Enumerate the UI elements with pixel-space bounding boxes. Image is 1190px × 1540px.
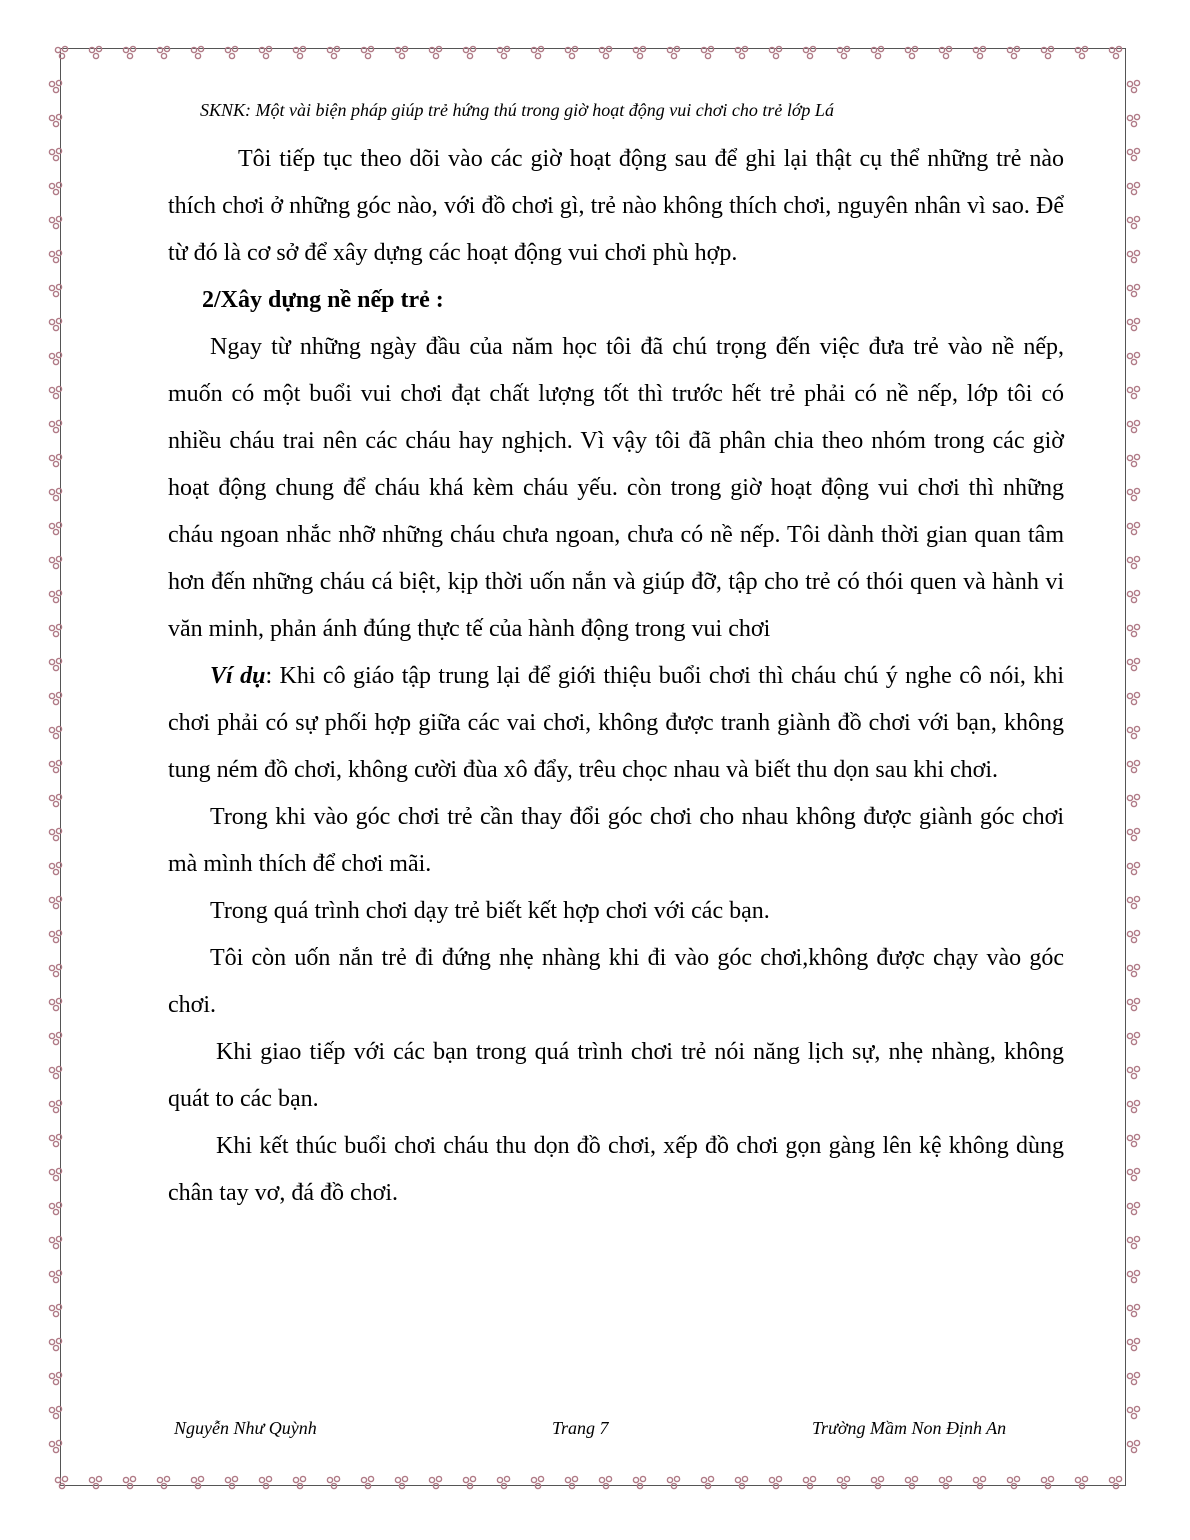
ornament-dot-cluster bbox=[49, 1134, 61, 1146]
ornament-dot-cluster bbox=[49, 896, 61, 908]
ornament-dot-cluster bbox=[735, 1476, 747, 1488]
ornament-dot-cluster bbox=[1127, 1236, 1139, 1248]
paragraph-5: Tôi còn uốn nắn trẻ đi đứng nhẹ nhàng khi đi vào góc chơi,không được chạy vào góc chơi. bbox=[168, 945, 1064, 1018]
ornament-dot-cluster bbox=[1007, 1476, 1019, 1488]
ornament-dot-cluster bbox=[1127, 250, 1139, 262]
paragraph-3: Trong khi vào góc chơi trẻ cần thay đổi góc chơi cho nhau không được giành góc chơi mà mình thích để chơi mãi. bbox=[168, 804, 1064, 877]
ornament-dot-cluster bbox=[1075, 46, 1087, 58]
ornament-dot-cluster bbox=[157, 46, 169, 58]
ornament-dot-cluster bbox=[531, 46, 543, 58]
ornament-dot-cluster bbox=[667, 1476, 679, 1488]
section-heading: 2/Xây dựng nề nếp trẻ : bbox=[202, 287, 444, 313]
ornament-dot-cluster bbox=[565, 46, 577, 58]
ornament-dot-cluster bbox=[1127, 284, 1139, 296]
ornament-dot-cluster bbox=[497, 1476, 509, 1488]
example-text: : Khi cô giáo tập trung lại để giới thiệu buổi chơi thì cháu chú ý nghe cô nói, khi chơi phải có sự phối hợp giữa các vai chơi, không được tranh giành đồ chơi với bạn, không tung ném đồ chơi, không cười đùa xô đẩy, trêu chọc nhau và biết thu dọn sau khi chơi. bbox=[168, 663, 1065, 783]
ornament-dot-cluster bbox=[49, 624, 61, 636]
ornament-dot-cluster bbox=[837, 46, 849, 58]
ornament-dot-cluster bbox=[49, 1066, 61, 1078]
ornament-dot-cluster bbox=[1075, 1476, 1087, 1488]
ornament-dot-cluster bbox=[599, 1476, 611, 1488]
ornament-dot-cluster bbox=[701, 1476, 713, 1488]
ornament-dot-cluster bbox=[429, 1476, 441, 1488]
ornament-dot-cluster bbox=[49, 284, 61, 296]
ornament-dot-cluster bbox=[1127, 998, 1139, 1010]
paragraph-1: Tôi tiếp tục theo dõi vào các giờ hoạt động sau để ghi lại thật cụ thể những trẻ nào thích chơi ở những góc nào, với đồ chơi gì, trẻ nào không thích chơi, nguyên nhân vì sao. Để từ đó là cơ sở để xây dựng các hoạt động vui chơi phù hợp. bbox=[168, 146, 1064, 266]
ornament-dot-cluster bbox=[667, 46, 679, 58]
ornament-dot-cluster bbox=[973, 1476, 985, 1488]
ornament-dot-cluster bbox=[1041, 46, 1053, 58]
ornament-dot-cluster bbox=[1127, 1032, 1139, 1044]
ornament-dot-cluster bbox=[49, 1372, 61, 1384]
ornament-dot-cluster bbox=[49, 760, 61, 772]
ornament-dot-cluster bbox=[49, 658, 61, 670]
ornament-dot-cluster bbox=[259, 46, 271, 58]
ornament-dot-cluster bbox=[803, 46, 815, 58]
ornament-dot-cluster bbox=[769, 1476, 781, 1488]
ornament-dot-cluster bbox=[49, 1202, 61, 1214]
ornament-dot-cluster bbox=[1127, 148, 1139, 160]
ornament-dot-cluster bbox=[49, 318, 61, 330]
ornament-dot-cluster bbox=[49, 216, 61, 228]
ornament-dot-cluster bbox=[49, 828, 61, 840]
ornament-dot-cluster bbox=[49, 1406, 61, 1418]
ornament-dot-cluster bbox=[1127, 794, 1139, 806]
ornament-dot-cluster bbox=[1127, 1202, 1139, 1214]
ornament-dot-cluster bbox=[361, 46, 373, 58]
ornament-dot-cluster bbox=[1127, 1134, 1139, 1146]
ornament-dot-cluster bbox=[49, 1270, 61, 1282]
ornament-dot-cluster bbox=[49, 1440, 61, 1452]
ornament-dot-cluster bbox=[49, 114, 61, 126]
ornament-dot-cluster bbox=[49, 488, 61, 500]
page-header: SKNK: Một vài biện pháp giúp trẻ hứng thú trong giờ hoạt động vui chơi cho trẻ lớp Lá bbox=[200, 100, 834, 120]
example-label: Ví dụ bbox=[210, 663, 266, 689]
ornament-dot-cluster bbox=[1127, 114, 1139, 126]
ornament-dot-cluster bbox=[871, 1476, 883, 1488]
ornament-dot-cluster bbox=[905, 46, 917, 58]
ornament-dot-cluster bbox=[49, 964, 61, 976]
ornament-dot-cluster bbox=[49, 862, 61, 874]
ornament-dot-cluster bbox=[49, 930, 61, 942]
ornament-dot-cluster bbox=[395, 1476, 407, 1488]
ornament-dot-cluster bbox=[361, 1476, 373, 1488]
ornament-dot-cluster bbox=[49, 556, 61, 568]
ornament-dot-cluster bbox=[735, 46, 747, 58]
ornament-dot-cluster bbox=[1127, 760, 1139, 772]
ornament-dot-cluster bbox=[1127, 80, 1139, 92]
ornament-dot-cluster bbox=[55, 46, 67, 58]
ornament-dot-cluster bbox=[49, 1304, 61, 1316]
ornament-dot-cluster bbox=[1127, 522, 1139, 534]
ornament-dot-cluster bbox=[497, 46, 509, 58]
document-body bbox=[168, 136, 1064, 1217]
ornament-dot-cluster bbox=[701, 46, 713, 58]
ornament-dot-cluster bbox=[49, 1100, 61, 1112]
ornament-dot-cluster bbox=[769, 46, 781, 58]
ornament-dot-cluster bbox=[89, 46, 101, 58]
paragraph-6: Khi giao tiếp với các bạn trong quá trình chơi trẻ nói năng lịch sự, nhẹ nhàng, không quát to các bạn. bbox=[168, 1039, 1064, 1112]
ornament-dot-cluster bbox=[49, 148, 61, 160]
ornament-dot-cluster bbox=[191, 46, 203, 58]
ornament-dot-cluster bbox=[1127, 1270, 1139, 1282]
ornament-dot-cluster bbox=[1127, 1338, 1139, 1350]
ornament-dot-cluster bbox=[939, 1476, 951, 1488]
paragraph-2: Ngay từ những ngày đầu của năm học tôi đã chú trọng đến việc đưa trẻ vào nề nếp, muốn có một buổi vui chơi đạt chất lượng tốt thì trước hết trẻ phải có nề nếp, lớp tôi có nhiều cháu trai nên các cháu hay nghịch. Vì vậy tôi đã phân chia theo nhóm trong các giờ hoạt động chung để cháu khá kèm cháu yếu. còn trong giờ hoạt động vui chơi thì những cháu ngoan nhắc nhỡ những cháu chưa ngoan, chưa có nề nếp. Tôi dành thời gian quan tâm hơn đến những cháu cá biệt, kịp thời uốn nắn và giúp đỡ, tập cho trẻ có thói quen và hành vi văn minh, phản ánh đúng thực tế của hành động trong vui chơi bbox=[168, 334, 1064, 642]
ornament-dot-cluster bbox=[327, 1476, 339, 1488]
ornament-dot-cluster bbox=[49, 80, 61, 92]
ornament-dot-cluster bbox=[1127, 182, 1139, 194]
ornament-dot-cluster bbox=[1127, 318, 1139, 330]
ornament-dot-cluster bbox=[1127, 658, 1139, 670]
ornament-dot-cluster bbox=[1127, 420, 1139, 432]
footer-school: Trường Mầm Non Định An bbox=[812, 1418, 1007, 1438]
ornament-dot-cluster bbox=[49, 1032, 61, 1044]
ornament-dot-cluster bbox=[1127, 352, 1139, 364]
ornament-dot-cluster bbox=[89, 1476, 101, 1488]
ornament-dot-cluster bbox=[1127, 1372, 1139, 1384]
ornament-dot-cluster bbox=[123, 1476, 135, 1488]
ornament-dot-cluster bbox=[1127, 624, 1139, 636]
ornament-dot-cluster bbox=[49, 420, 61, 432]
ornament-dot-cluster bbox=[49, 726, 61, 738]
ornament-dot-cluster bbox=[1127, 454, 1139, 466]
ornament-dot-cluster bbox=[49, 1338, 61, 1350]
ornament-dot-cluster bbox=[1127, 590, 1139, 602]
ornament-dot-cluster bbox=[1007, 46, 1019, 58]
ornament-dot-cluster bbox=[837, 1476, 849, 1488]
footer-author: Nguyễn Như Quỳnh bbox=[174, 1418, 317, 1438]
ornament-dot-cluster bbox=[429, 46, 441, 58]
ornament-dot-cluster bbox=[633, 46, 645, 58]
ornament-dot-cluster bbox=[633, 1476, 645, 1488]
ornament-dot-cluster bbox=[49, 454, 61, 466]
ornament-dot-cluster bbox=[1127, 1066, 1139, 1078]
ornament-dot-cluster bbox=[293, 1476, 305, 1488]
ornament-dot-cluster bbox=[599, 46, 611, 58]
ornament-dot-cluster bbox=[905, 1476, 917, 1488]
ornament-dot-cluster bbox=[1127, 386, 1139, 398]
ornament-dot-cluster bbox=[1127, 1406, 1139, 1418]
ornament-dot-cluster bbox=[871, 46, 883, 58]
ornament-dot-cluster bbox=[565, 1476, 577, 1488]
ornament-dot-cluster bbox=[49, 1236, 61, 1248]
ornament-dot-cluster bbox=[1041, 1476, 1053, 1488]
ornament-dot-cluster bbox=[191, 1476, 203, 1488]
ornament-dot-cluster bbox=[939, 46, 951, 58]
ornament-dot-cluster bbox=[49, 794, 61, 806]
ornament-dot-cluster bbox=[1109, 1476, 1121, 1488]
ornament-dot-cluster bbox=[123, 46, 135, 58]
ornament-dot-cluster bbox=[1127, 896, 1139, 908]
ornament-dot-cluster bbox=[225, 1476, 237, 1488]
ornament-dot-cluster bbox=[1127, 1100, 1139, 1112]
ornament-dot-cluster bbox=[327, 46, 339, 58]
ornament-dot-cluster bbox=[1127, 216, 1139, 228]
footer-page-number: Trang 7 bbox=[552, 1418, 609, 1438]
ornament-dot-cluster bbox=[1109, 46, 1121, 58]
ornament-dot-cluster bbox=[1127, 726, 1139, 738]
ornament-dot-cluster bbox=[49, 386, 61, 398]
paragraph-7: Khi kết thúc buổi chơi cháu thu dọn đồ chơi, xếp đồ chơi gọn gàng lên kệ không dùng chân tay vơ, đá đồ chơi. bbox=[168, 1133, 1064, 1206]
ornament-dot-cluster bbox=[1127, 964, 1139, 976]
ornament-dot-cluster bbox=[1127, 862, 1139, 874]
ornament-dot-cluster bbox=[49, 250, 61, 262]
ornament-dot-cluster bbox=[1127, 556, 1139, 568]
ornament-dot-cluster bbox=[1127, 488, 1139, 500]
ornament-dot-cluster bbox=[157, 1476, 169, 1488]
ornament-dot-cluster bbox=[293, 46, 305, 58]
ornament-dot-cluster bbox=[49, 182, 61, 194]
ornament-dot-cluster bbox=[463, 1476, 475, 1488]
paragraph-4: Trong quá trình chơi dạy trẻ biết kết hợp chơi với các bạn. bbox=[210, 898, 770, 924]
ornament-dot-cluster bbox=[49, 998, 61, 1010]
ornament-dot-cluster bbox=[49, 692, 61, 704]
ornament-dot-cluster bbox=[1127, 1304, 1139, 1316]
ornament-dot-cluster bbox=[49, 352, 61, 364]
ornament-dot-cluster bbox=[531, 1476, 543, 1488]
ornament-dot-cluster bbox=[1127, 692, 1139, 704]
example-paragraph bbox=[168, 653, 1064, 794]
ornament-dot-cluster bbox=[49, 590, 61, 602]
ornament-dot-cluster bbox=[259, 1476, 271, 1488]
ornament-dot-cluster bbox=[225, 46, 237, 58]
ornament-dot-cluster bbox=[49, 522, 61, 534]
ornament-dot-cluster bbox=[395, 46, 407, 58]
ornament-dot-cluster bbox=[973, 46, 985, 58]
ornament-dot-cluster bbox=[49, 1168, 61, 1180]
ornament-dot-cluster bbox=[55, 1476, 67, 1488]
ornament-dot-cluster bbox=[1127, 930, 1139, 942]
ornament-dot-cluster bbox=[1127, 1440, 1139, 1452]
ornament-dot-cluster bbox=[803, 1476, 815, 1488]
ornament-dot-cluster bbox=[1127, 828, 1139, 840]
ornament-dot-cluster bbox=[1127, 1168, 1139, 1180]
ornament-dot-cluster bbox=[463, 46, 475, 58]
